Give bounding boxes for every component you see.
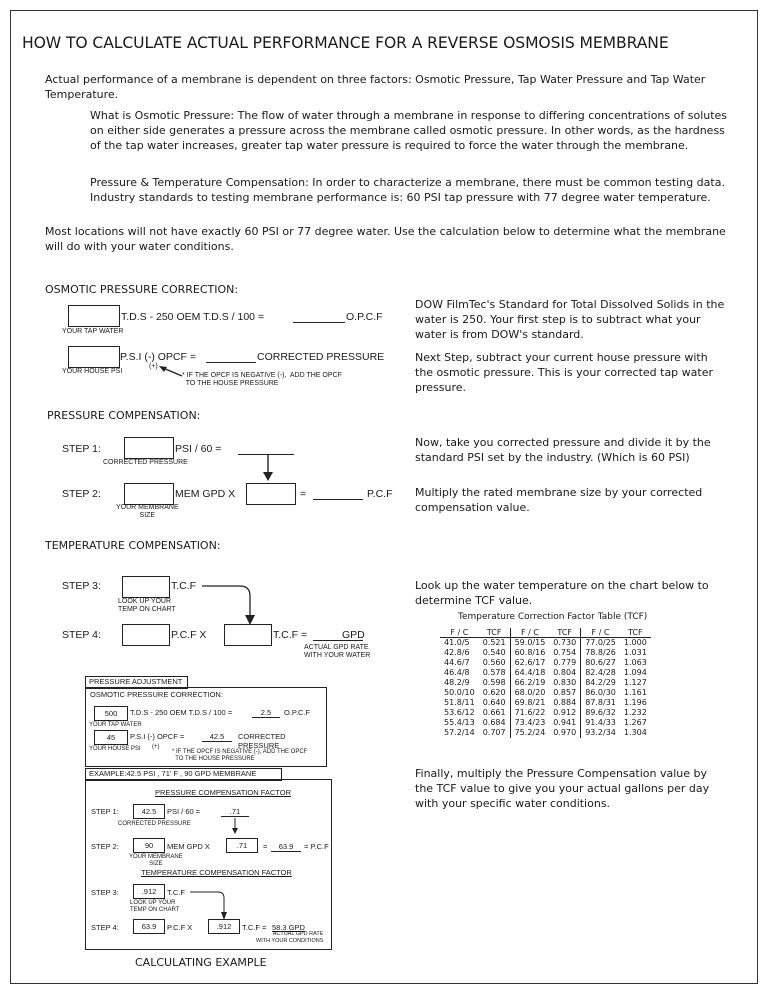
pressure-comp-heading: PRESSURE COMPENSATION:: [47, 409, 201, 422]
osmotic-section-heading: OSMOTIC PRESSURE CORRECTION:: [45, 283, 239, 296]
example-plus-sign: (+): [152, 744, 160, 750]
example-compensation-panel: [85, 779, 332, 950]
tcf-row: [440, 698, 651, 708]
tcf-cell: 64.4/18: [514, 668, 546, 677]
example-s2-value: 90: [133, 838, 165, 853]
example-psi-formula: P.S.I (-) OPCF =: [130, 732, 185, 741]
down-arrow-icon: [260, 455, 276, 483]
membrane-size-box: [124, 483, 174, 505]
tcf-cell: 1.000: [623, 638, 647, 647]
tcf-cell: 0.540: [479, 648, 510, 658]
step1-box: [124, 437, 174, 459]
example-tab-label: EXAMPLE:42.5 PSI , 71' F , 90 GPD MEMBRANE: [89, 769, 257, 778]
tcf-cell: 42.8/6: [444, 648, 470, 657]
example-s2-caption: YOUR MEMBRANE SIZE: [129, 854, 183, 867]
tcf-cell: 53.6/12: [444, 708, 475, 717]
tcf-header: TCF: [620, 628, 651, 638]
example-s4-caption: ACTUAL GPD RATE WITH YOUR CONDITIONS: [256, 931, 324, 944]
compensation-definition: Pressure & Temperature Compensation: In order to characterize a membrane, there must be common testing data. Industry standards to testing membrane performance is: 60 PSI tap pressure with 77 degree water temperature.: [90, 176, 725, 204]
step1-explanation: Now, take you corrected pressure and divide it by the standard PSI set by the industry. (Which is 60 PSI): [415, 436, 711, 464]
example-caption: CALCULATING EXAMPLE: [135, 956, 267, 969]
tcf-cell: 82.4/28: [585, 668, 616, 677]
step3-label: STEP 3:: [62, 580, 101, 592]
tcf-header: TCF: [549, 628, 580, 638]
example-step2: STEP 2:: [91, 842, 119, 851]
gpd-label: GPD: [342, 629, 365, 641]
tcf-cell: 89.6/32: [585, 708, 616, 717]
example-opcf-value: 2.5: [252, 708, 280, 718]
example-tds-formula: T.D.S - 250 OEM T.D.S / 100 =: [130, 708, 233, 717]
opcf-label: O.P.C.F: [346, 311, 383, 323]
tcf-box: [122, 576, 170, 598]
tcf-cell: 1.196: [623, 698, 647, 707]
tcf-cell: 0.640: [479, 698, 510, 708]
example-s4-tcf-label: T.C.F =: [242, 923, 267, 932]
step1-formula: PSI / 60 =: [175, 443, 222, 455]
tcf-cell: 50.0/10: [444, 688, 475, 697]
step2-label: STEP 2:: [62, 488, 101, 500]
tcf-cell: 60.8/16: [514, 648, 546, 657]
example-house-caption: YOUR HOUSE PSI: [89, 746, 141, 752]
tcf-header: F / C: [440, 628, 479, 638]
tcf-row: [440, 708, 651, 718]
tcf-cell: 1.063: [623, 658, 647, 667]
tcf-cell: 0.707: [479, 728, 510, 738]
example-s1-result: .71: [221, 807, 249, 817]
example-psi-value: 45: [94, 730, 128, 745]
tcf-row: [440, 688, 651, 698]
step1-label: STEP 1:: [62, 443, 101, 455]
tap-water-caption: YOUR TAP WATER: [62, 328, 124, 335]
example-s2-box: .71: [226, 838, 258, 853]
dow-standard-text: DOW FilmTec's Standard for Total Dissolved Solids in the water is 250. Your first step is to subtract what your water is from DOW's standard.: [415, 298, 725, 341]
tcf-cell: 68.0/20: [514, 688, 546, 697]
tcf-cell: 1.304: [623, 728, 647, 737]
example-s3-value: .912: [133, 884, 165, 899]
tcf-cell: 0.941: [549, 718, 580, 728]
tcf-cell: 84.2/29: [585, 678, 616, 687]
example-note: * IF THE OPCF IS NEGATIVE (-), ADD THE OPCF TO THE HOUSE PRESSURE: [172, 749, 308, 762]
example-s2-result: 63.9: [271, 842, 301, 852]
example-step4: STEP 4:: [91, 923, 119, 932]
lookup-explanation: Look up the water temperature on the chart below to determine TCF value.: [415, 579, 709, 607]
negative-note: * IF THE OPCF IS NEGATIVE (-), ADD THE OPCF TO THE HOUSE PRESSURE: [182, 372, 342, 387]
example-tap-caption: YOUR TAP WATER: [89, 722, 142, 728]
tcf-cell: 0.560: [479, 658, 510, 668]
tcf-cell: 0.754: [549, 648, 580, 658]
example-osmotic-heading: OSMOTIC PRESSURE CORRECTION:: [90, 690, 223, 699]
step4-pcf-box: [122, 624, 170, 646]
tcf-cell: 1.267: [623, 718, 647, 727]
step4-tcf-label: T.C.F =: [273, 629, 308, 641]
tcf-cell: 66.2/19: [514, 678, 546, 687]
example-pcf-heading: PRESSURE COMPENSATION FACTOR: [155, 788, 291, 797]
tcf-cell: 46.4/8: [444, 668, 470, 677]
tcf-cell: 44.6/7: [444, 658, 470, 667]
tcf-cell: 77.0/25: [585, 638, 616, 647]
osmotic-definition: What is Osmotic Pressure: The flow of water through a membrane in response to differing concentrations of solutes on either side generates a pressure across the membrane called osmotic pressure. In other words, as the hardness of the tap water increases, greater tap water pressure is required to force the water through the membrane.: [90, 109, 728, 152]
tcf-cell: 57.2/14: [444, 728, 475, 737]
next-step-text: Next Step, subtract your current house pressure with the osmotic pressure. This is your corrected tap water pressure.: [415, 351, 713, 394]
tcf-row: [440, 658, 651, 668]
tcf-row: [440, 678, 651, 688]
step2-factor-box: [246, 483, 296, 505]
page-title: HOW TO CALCULATE ACTUAL PERFORMANCE FOR A REVERSE OSMOSIS MEMBRANE: [22, 34, 669, 52]
opcf-blank: [293, 322, 345, 323]
step4-tcf-box: [224, 624, 272, 646]
tcf-caption: LOOK UP YOUR TEMP ON CHART: [118, 598, 176, 613]
corrected-pressure-blank: [206, 362, 256, 363]
example-s3-label: T.C.F: [167, 888, 185, 897]
tcf-cell: 78.8/26: [585, 648, 616, 657]
example-s4-result: 58.3 GPD: [272, 923, 305, 932]
tcf-row: [440, 668, 651, 678]
tcf-cell: 1.161: [623, 688, 647, 697]
tcf-row: [440, 638, 651, 649]
step2-equals: =: [300, 488, 307, 500]
tcf-cell: 75.2/24: [514, 728, 546, 737]
step1-caption: CORRECTED PRESSURE: [103, 459, 188, 466]
intro-paragraph: Actual performance of a membrane is dependent on three factors: Osmotic Pressure, Tap Water Pressure and Tap Water Temperature.: [45, 73, 706, 101]
tcf-cell: 0.730: [549, 638, 580, 649]
tcf-cell: 71.6/22: [514, 708, 546, 717]
tcf-cell: 69.8/21: [514, 698, 546, 707]
pcf-label: P.C.F: [367, 488, 393, 500]
example-tcf-heading: TEMPERATURE COMPENSATION FACTOR: [141, 868, 292, 877]
tcf-cell: 1.031: [623, 648, 647, 657]
psi-input-box: [68, 346, 120, 368]
tcf-cell: 0.521: [479, 638, 510, 649]
tcf-cell: 59.0/15: [514, 638, 546, 647]
temp-comp-heading: TEMPERATURE COMPENSATION:: [45, 539, 221, 552]
tcf-cell: 0.970: [549, 728, 580, 738]
tcf-arrow-icon: [200, 580, 262, 628]
example-s1-formula: PSI / 60 =: [167, 807, 201, 816]
example-cp-value: 42.5: [202, 732, 232, 742]
tcf-cell: 0.857: [549, 688, 580, 698]
tcf-cell: 0.598: [479, 678, 510, 688]
tcf-cell: 73.4/23: [514, 718, 546, 727]
tcf-cell: 1.127: [623, 678, 647, 687]
note-arrow-icon: [155, 362, 185, 382]
tcf-cell: 0.884: [549, 698, 580, 708]
tcf-cell: 91.4/33: [585, 718, 616, 727]
example-s2-formula: MEM GPD X: [167, 842, 210, 851]
tcf-cell: 87.8/31: [585, 698, 616, 707]
step4-formula: P.C.F X: [171, 629, 207, 641]
psi-formula: P.S.I (-) OPCF =: [120, 351, 196, 363]
tcf-cell: 41.0/5: [444, 638, 470, 647]
tcf-row: [440, 648, 651, 658]
example-s1-value: 42.5: [133, 804, 165, 819]
example-s2-equals: =: [263, 842, 268, 851]
tcf-cell: 1.094: [623, 668, 647, 677]
most-locations-paragraph: Most locations will not have exactly 60 PSI or 77 degree water. Use the calculation below to determine what the membrane will do with your water conditions.: [45, 225, 726, 253]
example-step1: STEP 1:: [91, 807, 119, 816]
tcf-cell: 86.0/30: [585, 688, 616, 697]
tcf-cell: 0.912: [549, 708, 580, 718]
membrane-size-caption: YOUR MEMBRANE SIZE: [116, 504, 179, 519]
tcf-label: T.C.F: [171, 580, 197, 592]
tcf-cell: 48.2/9: [444, 678, 470, 687]
example-osmotic-panel: [85, 687, 327, 767]
tds-formula: T.D.S - 250 OEM T.D.S / 100 =: [121, 311, 265, 323]
example-opcf-label: O.P.C.F: [284, 708, 311, 717]
corrected-pressure-label: CORRECTED PRESSURE: [257, 351, 385, 363]
tcf-cell: 62.6/17: [514, 658, 546, 667]
example-down-arrow-icon: [230, 818, 240, 836]
example-s4-box: .912: [208, 919, 240, 934]
house-psi-caption: YOUR HOUSE PSI: [62, 368, 123, 375]
step2-explanation: Multiply the rated membrane size by your corrected compensation value.: [415, 486, 703, 514]
example-s3-caption: LOOK UP YOUR TEMP ON CHART: [130, 900, 180, 913]
tcf-header: TCF: [479, 628, 510, 638]
tcf-cell: 51.8/11: [444, 698, 475, 707]
tcf-cell: 0.578: [479, 668, 510, 678]
tcf-cell: 80.6/27: [585, 658, 616, 667]
actual-gpd-caption: ACTUAL GPD RATE WITH YOUR WATER: [304, 644, 371, 659]
plus-sign: (+): [149, 363, 158, 370]
example-s1-caption: CORRECTED PRESSURE: [118, 821, 191, 827]
example-cp-label: CORRECTED PRESSURE: [238, 732, 286, 750]
tcf-cell: 93.2/34: [585, 728, 616, 737]
tcf-cell: 0.830: [549, 678, 580, 688]
step4-label: STEP 4:: [62, 629, 101, 641]
example-step3: STEP 3:: [91, 888, 119, 897]
tcf-cell: 55.4/13: [444, 718, 475, 727]
example-s2-end: = P.C.F: [304, 842, 329, 851]
tcf-cell: 0.779: [549, 658, 580, 668]
tcf-cell: 0.684: [479, 718, 510, 728]
tcf-cell: 0.804: [549, 668, 580, 678]
tcf-row: [440, 728, 651, 738]
tcf-header: F / C: [581, 628, 620, 638]
tcf-row: [440, 718, 651, 728]
step2-formula: MEM GPD X: [175, 488, 236, 500]
pcf-blank: [313, 499, 363, 500]
tab-label: PRESSURE ADJUSTMENT: [89, 677, 183, 686]
example-s4-formula: P.C.F X: [167, 923, 193, 932]
tds-input-box: [68, 305, 120, 327]
tcf-table-title: Temperature Correction Factor Table (TCF): [458, 612, 648, 622]
tcf-cell: 0.620: [479, 688, 510, 698]
tcf-cell: 0.661: [479, 708, 510, 718]
tcf-header: F / C: [510, 628, 549, 638]
tcf-table: [440, 628, 651, 738]
tcf-cell: 1.232: [623, 708, 647, 717]
final-explanation: Finally, multiply the Pressure Compensation value by the TCF value to give you your actual gallons per day with your specific water conditions.: [415, 767, 710, 810]
example-tds-value: 500: [94, 706, 128, 721]
example-s4-value: 63.9: [133, 919, 165, 934]
